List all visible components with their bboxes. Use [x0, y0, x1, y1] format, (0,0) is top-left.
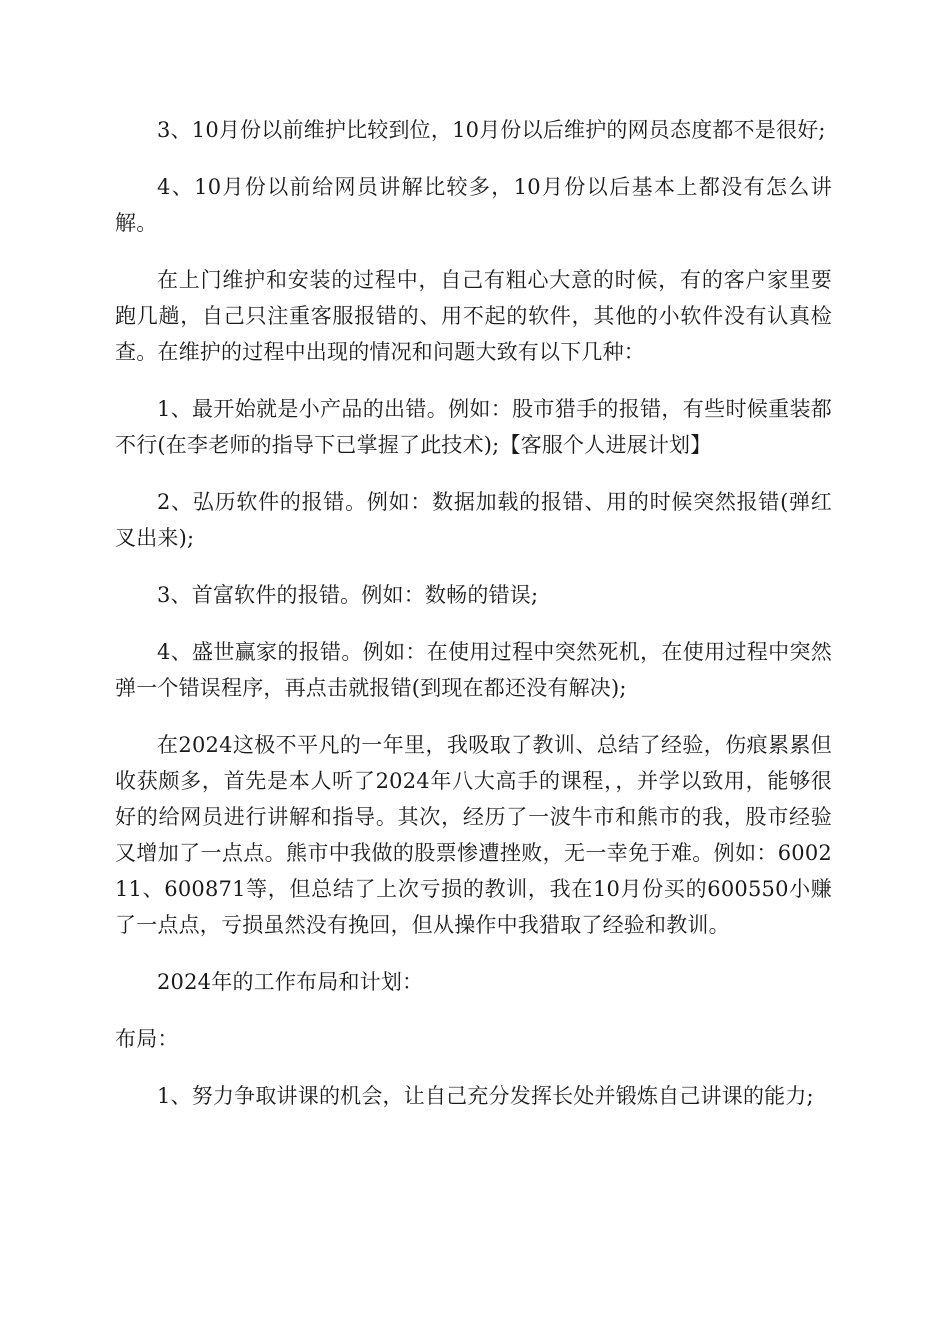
paragraph-issue-shengshi: 4、盛世赢家的报错。例如：在使用过程中突然死机，在使用过程中突然弹一个错误程序，再点击就报错(到现在都还没有解决);	[115, 640, 832, 700]
paragraph-onsite-maintenance: 在上门维护和安装的过程中，自己有粗心大意的时候，有的客户家里要跑几趟，自己只注重客服报错的、用不起的软件，其他的小软件没有认真检查。在维护的过程中出现的情况和问题大致有以下几种：	[115, 268, 832, 364]
paragraph-layout-label: 布局：	[115, 1027, 179, 1051]
paragraph-issue-shoufu: 3、首富软件的报错。例如：数畅的错误;	[157, 583, 539, 607]
paragraph-explanation-frequency: 4、10月份以前给网员讲解比较多，10月份以后基本上都没有怎么讲解。	[115, 175, 832, 235]
paragraph-maintenance-attitude: 3、10月份以前维护比较到位，10月份以后维护的网员态度都不是很好;	[157, 118, 826, 142]
paragraph-issue-hongli: 2、弘历软件的报错。例如：数据加载的报错、用的时候突然报错(弹红叉出来);	[115, 490, 832, 550]
paragraph-plan-item-1: 1、努力争取讲课的机会，让自己充分发挥长处并锻炼自己讲课的能力;	[157, 1084, 814, 1108]
paragraph-year-summary: 在2024这极不平凡的一年里，我吸取了教训、总结了经验，伤痕累累但收获颇多，首先是本人听了2024年八大高手的课程，，并学以致用，能够很好的给网员进行讲解和指导。其次，经历了一波牛市和熊市的我，股市经验又增加了一点点。熊市中我做的股票惨遭挫败，无一幸免于难。例如：600211、600871等，但总结了上次亏损的教训，我在10月份买的600550小赚了一点点，亏损虽然没有挽回，但从操作中我猎取了经验和教训。	[115, 733, 832, 937]
paragraph-issue-small-products: 1、最开始就是小产品的出错。例如：股市猎手的报错，有些时候重装都不行(在李老师的指导下已掌握了此技术);【客服个人进展计划】	[115, 397, 832, 457]
paragraph-plan-heading: 2024年的工作布局和计划：	[157, 970, 424, 994]
document-body	[115, 112, 832, 1135]
